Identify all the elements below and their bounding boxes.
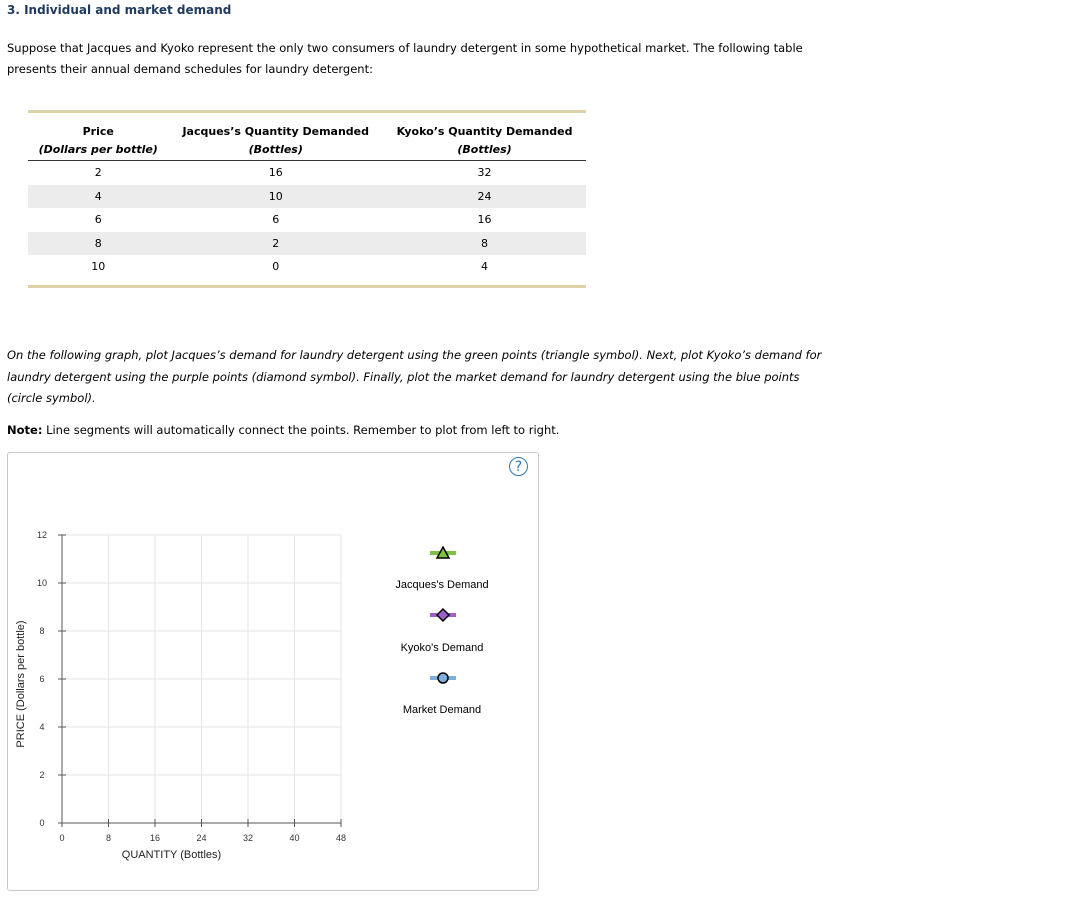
- y-tick-label: 10: [36, 578, 48, 588]
- x-tick-label: 0: [59, 833, 65, 843]
- col-unit-jacques: (Bottles): [168, 140, 383, 161]
- market-legend-label: Market Demand: [402, 704, 482, 716]
- cell-kyoko: 32: [477, 166, 492, 180]
- x-tick-label: 24: [196, 833, 207, 843]
- diamond-icon: [437, 609, 449, 621]
- y-tick-label: 2: [39, 770, 45, 780]
- question-title: 3. Individual and market demand: [7, 3, 232, 17]
- cell-kyoko: 16: [477, 213, 492, 227]
- x-tick-label: 16: [149, 833, 161, 843]
- kyoko-demand-tool[interactable]: [430, 608, 456, 625]
- note-label: Note:: [7, 423, 43, 437]
- y-tick-label: 8: [39, 626, 45, 636]
- col-unit-price: (Dollars per bottle): [28, 140, 168, 161]
- y-tick-label: 12: [36, 530, 48, 540]
- cell-jacques: 16: [268, 166, 283, 180]
- circle-icon: [438, 673, 448, 683]
- cell-price: 2: [94, 166, 102, 180]
- note-body: Line segments will automatically connect the points. Remember to plot from left to right.: [42, 423, 560, 437]
- y-axis-title: PRICE (Dollars per bottle): [15, 620, 27, 748]
- cell-kyoko: 8: [383, 232, 586, 256]
- col-header-jacques: Jacques’s Quantity Demanded: [182, 125, 370, 138]
- instructions-text: On the following graph, plot Jacques’s demand for laundry detergent using the green points (triangle symbol). Next, plot Kyoko’s demand for laundry detergent using the purple points (diamond symbol). Finally, plot the market demand for laundry detergent using the blue points (circle symbol).: [7, 348, 822, 405]
- col-unit-kyoko: (Bottles): [383, 140, 586, 161]
- cell-jacques: 0: [272, 260, 280, 274]
- y-tick-label: 0: [39, 818, 45, 828]
- help-icon[interactable]: ?: [509, 457, 528, 476]
- intro-text: Suppose that Jacques and Kyoko represent the only two consumers of laundry detergent in some hypothetical market. The following table presents their annual demand schedules for laundry detergent:: [7, 41, 803, 76]
- x-tick-label: 8: [105, 833, 112, 843]
- cell-jacques: 2: [168, 232, 383, 256]
- cell-price: 6: [94, 213, 102, 227]
- cell-jacques: 10: [168, 185, 383, 209]
- x-axis-title: QUANTITY (Bottles): [121, 849, 222, 861]
- cell-kyoko: 24: [383, 185, 586, 209]
- cell-jacques: 6: [272, 213, 280, 227]
- jacques-demand-tool[interactable]: [430, 546, 456, 563]
- x-tick-label: 40: [289, 833, 300, 843]
- y-tick-label: 6: [39, 674, 45, 684]
- cell-kyoko: 4: [481, 260, 489, 274]
- col-header-kyoko: Kyoko’s Quantity Demanded: [396, 125, 573, 138]
- cell-price: 4: [28, 185, 168, 209]
- cell-price: 10: [91, 260, 106, 274]
- col-header-price: Price: [82, 125, 114, 138]
- jacques-legend-label: Jacques's Demand: [395, 579, 489, 591]
- y-tick-label: 4: [39, 722, 45, 732]
- x-tick-label: 48: [335, 833, 347, 843]
- kyoko-legend-label: Kyoko's Demand: [400, 642, 484, 654]
- market-demand-tool[interactable]: [430, 671, 456, 688]
- x-tick-label: 32: [242, 833, 254, 843]
- cell-price: 8: [28, 232, 168, 256]
